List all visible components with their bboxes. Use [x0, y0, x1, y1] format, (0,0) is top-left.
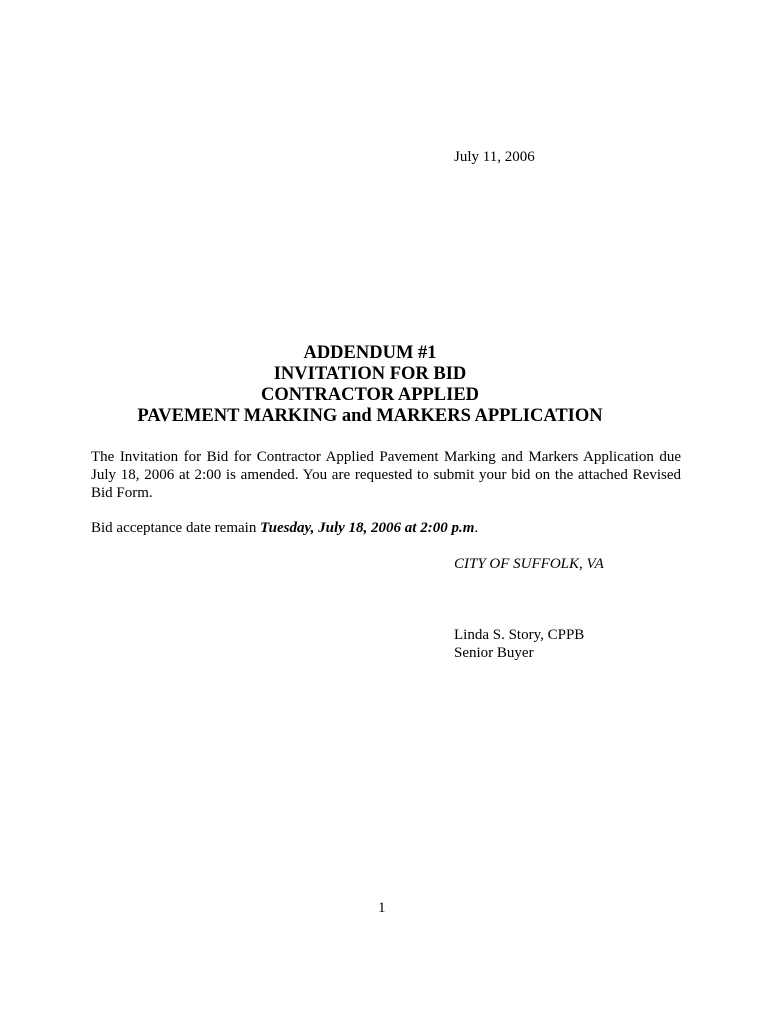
organization-name: CITY OF SUFFOLK, VA: [454, 556, 604, 572]
acceptance-prefix: Bid acceptance date remain: [91, 520, 261, 536]
acceptance-date: Tuesday, July 18, 2006 at 2:00 p.m: [260, 520, 475, 536]
body-paragraph: The Invitation for Bid for Contractor Applied Pavement Marking and Markers Application due July 18, 2006 at 2:00 is amended. You are requested to submit your bid on the attached Revised Bid Form.: [91, 449, 681, 501]
acceptance-date-line: [91, 519, 478, 537]
page-number: 1: [378, 900, 386, 916]
letter-date: July 11, 2006: [454, 149, 535, 165]
signature-block: [454, 626, 584, 662]
document-title: [80, 343, 660, 427]
title-line-addendum: ADDENDUM #1: [303, 343, 437, 363]
title-line-contractor: CONTRACTOR APPLIED: [260, 385, 480, 405]
signer-name: Linda S. Story, CPPB: [454, 627, 585, 643]
signer-title: Senior Buyer: [454, 645, 534, 661]
title-line-invitation: INVITATION FOR BID: [273, 364, 467, 384]
title-line-project: PAVEMENT MARKING and MARKERS APPLICATION: [137, 406, 603, 426]
acceptance-suffix: .: [474, 520, 479, 536]
